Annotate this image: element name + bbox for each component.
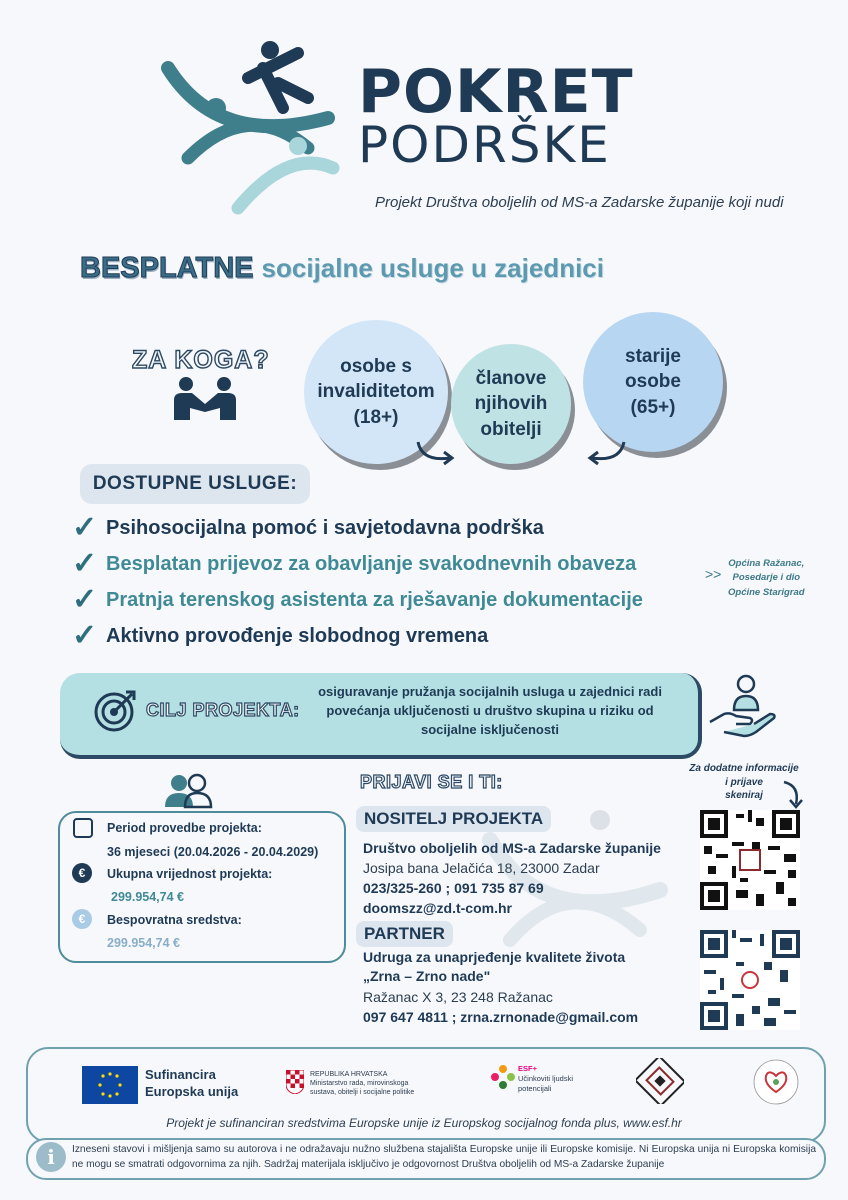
target-circle-family bbox=[451, 344, 571, 464]
goal-text bbox=[300, 683, 680, 740]
service-item bbox=[72, 513, 544, 543]
eu-cofinance-text bbox=[145, 1067, 238, 1101]
service-item bbox=[72, 585, 643, 615]
circle-line: invaliditetom bbox=[317, 381, 435, 403]
goal-line: povećanja uključenosti u društvo skupina u riziku od bbox=[326, 702, 654, 718]
checkmark-icon: ✓ bbox=[72, 511, 98, 544]
value-amount: 299.954,74 € bbox=[111, 890, 184, 904]
checkmark-icon: ✓ bbox=[72, 547, 98, 580]
rh-line: sustava, obitelji i socijalne politike bbox=[310, 1089, 415, 1097]
helping-hand-icon bbox=[708, 674, 778, 740]
esf-line: Učinkoviti ljudski bbox=[518, 1073, 574, 1083]
partner-name-2: „Zrna – Zrno nade" bbox=[363, 968, 491, 984]
circle-line: (18+) bbox=[353, 406, 399, 428]
note-line: Posedarje i dio bbox=[732, 572, 801, 584]
holder-phones: 023/325-260 ; 091 735 87 69 bbox=[363, 880, 544, 896]
ms-society-logo bbox=[636, 1058, 684, 1104]
partner-contact: 097 647 4811 ; zrna.zrnonade@gmail.com bbox=[363, 1009, 639, 1025]
curved-arrow-left-icon bbox=[414, 438, 458, 468]
apply-title: PRIJAVI SE I TI: bbox=[360, 772, 503, 792]
qr-code-partner[interactable] bbox=[700, 930, 800, 1030]
partner-address: Ražanac X 3, 23 248 Ražanac bbox=[363, 989, 553, 1005]
eu-line: Sufinancira bbox=[145, 1067, 216, 1082]
checkmark-icon: ✓ bbox=[72, 583, 98, 616]
circle-line: članove bbox=[475, 367, 547, 389]
disclaimer-text: Izneseni stavovi i mišljenja samo su autorova i ne odražavaju nužno službena stajališta Europske unije ili Europske komisije. Ni Europska unija ni Europska komisija ne mogu se smatrati odgovornima za njih. Sadržaj materijala isključivo je odgovornost Društva oboljelih od MS-a Zadarske županije bbox=[72, 1144, 816, 1170]
calendar-icon bbox=[73, 818, 93, 838]
info-icon: i bbox=[36, 1142, 66, 1172]
target-icon bbox=[92, 688, 138, 734]
rh-line: Ministarstvo rada, mirovinskoga bbox=[310, 1080, 409, 1088]
holder-address: Josipa bana Jelačića 18, 23000 Zadar bbox=[363, 860, 600, 876]
checkmark-icon: ✓ bbox=[72, 619, 98, 652]
esf-text bbox=[518, 1064, 573, 1093]
service-text: Pratnja terenskog asistenta za rješavanje dokumentacije bbox=[106, 588, 643, 611]
curved-arrow-down-icon bbox=[780, 780, 806, 810]
esf-logo-icon bbox=[490, 1064, 516, 1090]
service-item bbox=[72, 621, 488, 651]
grant-amount: 299.954,74 € bbox=[107, 936, 180, 950]
goal-line: osiguravanje pružanja socijalnih usluga u zajednici radi bbox=[318, 684, 662, 699]
logo-subtitle: PODRŠKE bbox=[358, 116, 611, 174]
croatian-coat-of-arms-icon bbox=[286, 1070, 304, 1094]
qr-note-line: i prijave bbox=[725, 776, 763, 788]
target-circle-elderly bbox=[583, 312, 723, 452]
pokret-podrske-logo-graphic bbox=[158, 38, 344, 216]
circle-line: (65+) bbox=[630, 396, 676, 418]
curved-arrow-right-icon bbox=[584, 438, 628, 468]
zrna-zrno-nade-logo bbox=[752, 1058, 800, 1106]
qr-code-holder[interactable] bbox=[700, 810, 800, 910]
eu-flag-icon bbox=[82, 1066, 138, 1104]
holder-badge: NOSITELJ PROJEKTA bbox=[356, 806, 551, 832]
circle-line: starije bbox=[625, 345, 681, 367]
esf-line: potencijali bbox=[518, 1083, 552, 1093]
circle-line: osobe bbox=[625, 371, 681, 393]
service-text: Psihosocijalna pomoć i savjetodavna podrška bbox=[106, 516, 544, 539]
rh-line: REPUBLIKA HRVATSKA bbox=[310, 1071, 388, 1078]
goal-line: socijalne isključenosti bbox=[421, 721, 559, 737]
qr-note-line: skeniraj bbox=[725, 790, 763, 801]
handshake-people-icon bbox=[172, 376, 238, 420]
value-label: Ukupna vrijednost projekta: bbox=[107, 867, 273, 881]
goal-label: CILJ PROJEKTA: bbox=[146, 700, 300, 720]
holder-name: Društvo oboljelih od MS-a Zadarske županije bbox=[363, 840, 661, 856]
headline bbox=[80, 252, 604, 285]
euro-light-icon: € bbox=[72, 909, 92, 929]
note-line: Općine Starigrad bbox=[728, 586, 805, 598]
esf-line: ESF+ bbox=[518, 1064, 537, 1073]
project-line: Projekt Društva oboljelih od MS-a Zadarske županije koji nudi bbox=[375, 194, 784, 211]
logo-title: POKRET bbox=[358, 57, 634, 127]
note-line: Općina Ražanac, bbox=[728, 558, 805, 569]
headline-rest: socijalne usluge u zajednici bbox=[261, 253, 604, 283]
service-text: Aktivno provođenje slobodnog vremena bbox=[106, 624, 489, 647]
service-area-note bbox=[728, 557, 805, 600]
euro-icon: € bbox=[72, 863, 92, 883]
period-label: Period provedbe projekta: bbox=[107, 821, 262, 835]
partner-badge: PARTNER bbox=[356, 921, 453, 947]
period-value: 36 mjeseci (20.04.2026 - 20.04.2029) bbox=[107, 845, 319, 859]
service-item bbox=[72, 549, 636, 579]
circle-line: njihovih bbox=[474, 393, 548, 415]
circle-line: osobe s bbox=[340, 355, 412, 377]
ministry-text bbox=[310, 1070, 414, 1097]
za-koga-label: ZA KOGA? bbox=[132, 346, 270, 374]
holder-email: doomszz@zd.t-com.hr bbox=[363, 900, 512, 916]
circle-line: obitelji bbox=[480, 418, 542, 440]
services-title: DOSTUPNE USLUGE: bbox=[80, 464, 310, 504]
funding-note: Projekt je sufinanciran sredstvima Europske unije iz Europskog socijalnog fonda plus, www.esf.hr bbox=[166, 1116, 682, 1130]
service-text: Besplatan prijevoz za obavljanje svakodnevnih obaveza bbox=[106, 552, 637, 575]
headline-bold: BESPLATNE bbox=[80, 252, 254, 284]
eu-line: Europska unija bbox=[145, 1083, 239, 1099]
partner-name-1: Udruga za unaprjeđenje kvalitete života bbox=[363, 949, 626, 965]
double-chevron-right-icon: >> bbox=[705, 566, 722, 582]
users-icon bbox=[163, 773, 213, 809]
qr-note-line: Za dodatne informacije bbox=[689, 763, 799, 774]
grant-label: Bespovratna sredstva: bbox=[107, 913, 242, 927]
